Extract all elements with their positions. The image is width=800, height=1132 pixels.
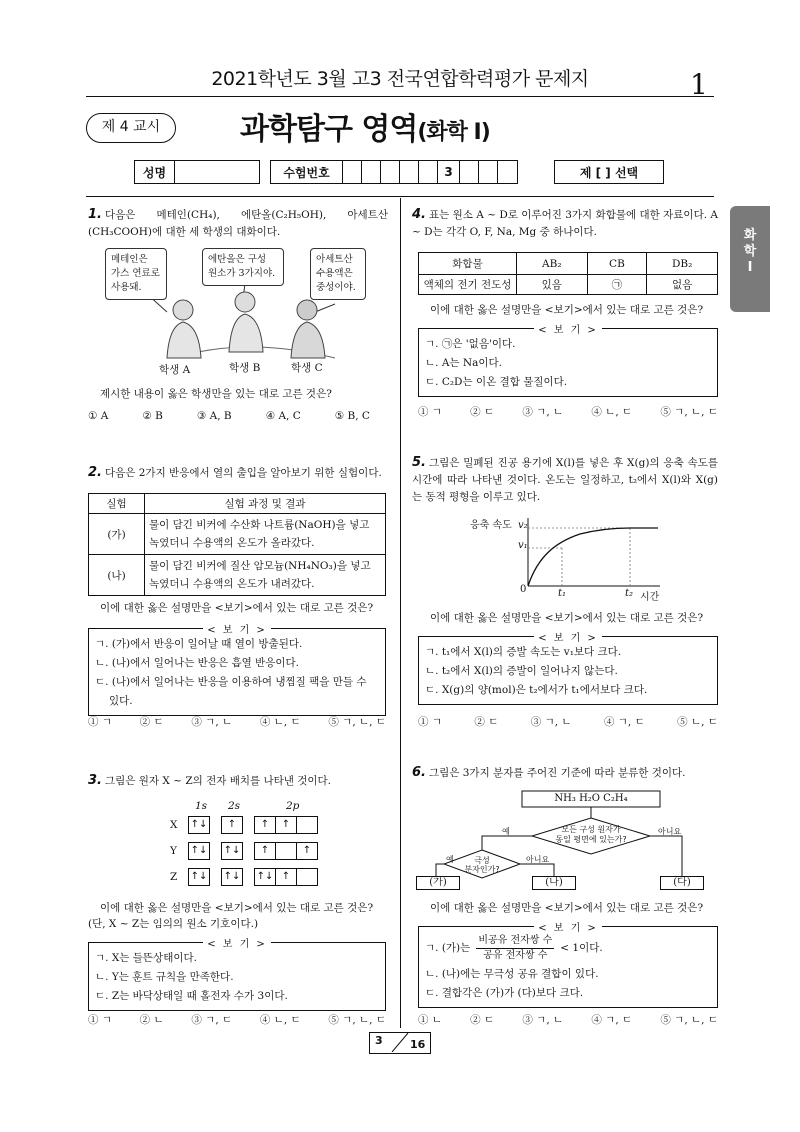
student-c-label: 학생 C — [291, 362, 323, 374]
q2-row-label: (가) — [89, 514, 145, 555]
q5-question: 이에 대한 옳은 설명만을 <보기>에서 있는 대로 고른 것은? — [430, 612, 704, 624]
atom-name: Y — [170, 845, 177, 857]
yes-label: 예 — [502, 827, 510, 836]
q4-stem — [412, 206, 718, 241]
q3-text: 그림은 원자 X ~ Z의 전자 배치를 나타낸 것이다. — [104, 775, 332, 787]
choice-5[interactable]: ⑤ ㄱ, ㄴ, ㄷ — [328, 716, 386, 728]
side-tab-char: Ⅰ — [747, 260, 753, 275]
q4-value: 없음 — [647, 275, 718, 295]
result-box-da: (다) — [660, 876, 704, 890]
atom-name: X — [170, 819, 178, 831]
page-number: 1 — [690, 68, 708, 101]
bogi-item: 있다. — [109, 695, 133, 707]
decision-polar — [458, 856, 506, 874]
name-label: 성명 — [135, 161, 175, 183]
decision-planar — [540, 825, 642, 845]
orbital-box: ↑↓ — [221, 842, 243, 860]
bogi-title: < 보 기 > — [203, 939, 271, 950]
selection-label: 제 [ ] 선택 — [579, 165, 639, 180]
bogi-item: ㄷ. X(g)의 양(mol)은 t₂에서가 t₁에서보다 크다. — [425, 684, 648, 696]
choice-4[interactable]: ④ ㄱ, ㄷ — [591, 1014, 633, 1026]
page-counter — [369, 1032, 431, 1054]
bogi-item: ㄱ. X는 들뜬상태이다. — [95, 952, 197, 964]
q2-col-exp: 실험 — [89, 494, 145, 514]
bogi-item: ㄷ. C₂D는 이온 결합 물질이다. — [425, 376, 568, 388]
exam-title: 2021학년도 3월 고3 전국연합학력평가 문제지 — [211, 68, 589, 90]
q5-bogi — [418, 633, 718, 705]
bogi-item: ㄷ. Z는 바닥상태일 때 홀전자 수가 3이다. — [95, 990, 288, 1002]
x-tick-t1: t₁ — [558, 588, 567, 599]
choice-1[interactable]: ① ㄱ — [418, 716, 442, 728]
orbital-label: 2p — [286, 800, 300, 812]
q2-table — [88, 493, 386, 596]
bogi-item: ㄱ. ㉠은 '없음'이다. — [425, 338, 516, 350]
q2-row-proc — [145, 555, 386, 596]
q4-col-compound: 화합물 — [419, 253, 517, 275]
choice-2[interactable]: ② B — [142, 410, 163, 422]
orbital-box: ↑↓ — [254, 868, 276, 886]
choice-3[interactable]: ③ ㄱ, ㄴ — [522, 1014, 564, 1026]
q3-number: 3. — [88, 773, 102, 788]
name-field[interactable] — [175, 161, 259, 183]
subject-title — [240, 104, 490, 148]
q5-chart — [470, 512, 680, 604]
q4-value: 있음 — [517, 275, 588, 295]
orbital-box: ↑ — [254, 816, 276, 834]
q2-stem — [88, 464, 388, 482]
molecule-list: NH₃ H₂O C₂H₄ — [554, 793, 628, 804]
atom-row-z — [170, 868, 317, 886]
orbital-box: ↑↓ — [188, 816, 210, 834]
q4-row-label: 액체의 전기 전도성 — [419, 275, 517, 295]
q5-number: 5. — [412, 455, 426, 470]
total-pages: 16 — [410, 1038, 426, 1051]
bogi-item: ㄴ. A는 Na이다. — [425, 357, 502, 369]
y-tick-v2: v₂ — [518, 520, 528, 531]
y-tick-v1: v₁ — [518, 540, 528, 551]
orbital-box: ↑↓ — [188, 842, 210, 860]
exam-number-box — [270, 160, 518, 184]
bogi-item: ㄴ. (나)에는 무극성 공유 결합이 있다. — [425, 968, 599, 980]
orbital-box: ↑ — [275, 868, 297, 886]
choice-1[interactable]: ① ㄴ — [418, 1014, 442, 1026]
orbital-box — [296, 868, 318, 886]
result-box-ga: (가) — [416, 876, 460, 890]
q1-number: 1. — [88, 207, 102, 222]
choice-2[interactable]: ② ㄷ — [474, 716, 499, 728]
q2-text: 다음은 2가지 반응에서 열의 출입을 알아보기 위한 실험이다. — [104, 467, 382, 479]
choice-2[interactable]: ② ㄷ — [470, 406, 495, 418]
fraction-denominator: 공유 전자쌍 수 — [483, 949, 548, 961]
q1-question: 제시한 내용이 옳은 학생만을 있는 대로 고른 것은? — [100, 388, 332, 400]
header-rule — [86, 96, 714, 97]
q2-row-label: (나) — [89, 555, 145, 596]
orbital-box — [296, 816, 318, 834]
choice-4[interactable]: ④ A, C — [265, 410, 301, 422]
choice-2[interactable]: ② ㄴ — [139, 1014, 164, 1026]
student-a-label: 학생 A — [159, 364, 191, 376]
atom-row-y — [170, 842, 317, 860]
name-box — [134, 160, 260, 184]
bogi-item: ㄴ. (나)에서 일어나는 반응은 흡열 반응이다. — [95, 657, 299, 669]
choice-3[interactable]: ③ A, B — [196, 410, 232, 422]
decision-line: 극성 — [474, 856, 490, 865]
q4-text: 표는 원소 A ~ D로 이루어진 3가지 화합물에 대한 자료이다. A ~ D는 각각 O, F, Na, Mg 중 하나이다. — [412, 209, 718, 238]
rate-curve — [528, 528, 658, 586]
q5-stem — [412, 454, 718, 506]
q1-text: 다음은 메테인(CH₄), 에탄올(C₂H₅OH), 아세트산(CH₃COOH)에 대한 세 학생의 대화이다. — [88, 209, 388, 238]
q5-text: 그림은 밀폐된 진공 용기에 X(l)를 넣은 후 X(g)의 응축 속도를 시간에 따라 나타낸 것이다. 온도는 일정하고, t₂에서 X(l)와 X(g)는 동적 평형을 이루고 있다. — [412, 457, 718, 503]
q6-flowchart — [429, 790, 714, 892]
choice-3[interactable]: ③ ㄱ, ㄴ — [191, 716, 233, 728]
q3-question: 이에 대한 옳은 설명만을 <보기>에서 있는 대로 고른 것은? — [100, 902, 374, 914]
column-divider — [400, 198, 401, 1028]
atom-row-x — [170, 816, 317, 834]
q3-choices — [88, 1012, 386, 1027]
bogi-title: < 보 기 > — [203, 625, 271, 636]
choice-3[interactable]: ③ ㄱ, ㄴ — [522, 406, 564, 418]
bogi-text: ㄱ. (가)는 — [425, 941, 471, 954]
q1-choices — [88, 410, 370, 422]
q6-question: 이에 대한 옳은 설명만을 <보기>에서 있는 대로 고른 것은? — [430, 902, 704, 914]
exam-number-digit[interactable] — [419, 161, 438, 183]
bubble-line: 수용액은 — [316, 268, 353, 279]
bogi-item: ㄴ. t₂에서 X(l)의 증발이 일어나지 않는다. — [425, 665, 618, 677]
q5-choices — [418, 714, 718, 729]
q6-bogi — [418, 923, 718, 1008]
q3-stem — [88, 772, 388, 790]
exam-number-fixed: 3 — [438, 161, 460, 183]
bubble-student-a — [105, 248, 167, 300]
choice-1[interactable]: ① ㄱ — [88, 716, 112, 728]
q6-text: 그림은 3가지 분자를 주어진 기준에 따라 분류한 것이다. — [428, 767, 686, 779]
orbital-box: ↑↓ — [221, 868, 243, 886]
bubble-line: 중성이야. — [316, 282, 356, 293]
bubble-line: 아세트산 — [316, 254, 353, 265]
bogi-title: < 보 기 > — [534, 325, 602, 336]
exam-number-digit[interactable] — [343, 161, 362, 183]
orbital-label: 2s — [228, 800, 241, 812]
x-tick-t2: t₂ — [625, 588, 634, 599]
decision-line: 분자인가? — [464, 865, 500, 874]
choice-5[interactable]: ⑤ ㄱ, ㄴ, ㄷ — [328, 1014, 386, 1026]
decision-line: 동일 평면에 있는가? — [555, 835, 627, 844]
choice-4[interactable]: ④ ㄴ, ㄷ — [259, 1014, 301, 1026]
choice-4[interactable]: ④ ㄴ, ㄷ — [259, 716, 301, 728]
q4-compound: AB₂ — [517, 253, 588, 275]
bubble-student-c — [310, 248, 366, 300]
choice-3[interactable]: ③ ㄱ, ㄴ — [530, 716, 572, 728]
q3-bogi — [88, 939, 386, 1011]
exam-number-digit[interactable] — [381, 161, 400, 183]
q4-table — [418, 252, 718, 295]
q2-row-line: 녹였더니 수용액의 온도가 내려갔다. — [149, 578, 315, 590]
exam-number-label: 수험번호 — [271, 161, 343, 183]
x-axis-label: 시간 — [640, 592, 660, 603]
q2-col-proc: 실험 과정 및 결과 — [145, 494, 386, 514]
choice-1[interactable]: ① A — [88, 410, 109, 422]
q2-row-line: 녹였더니 수용액의 온도가 올라갔다. — [149, 537, 315, 549]
bubble-line: 사용돼. — [111, 282, 142, 293]
subject-main: 과학탐구 영역 — [240, 112, 418, 147]
current-page: 3 — [375, 1034, 383, 1047]
q4-compound: CB — [587, 253, 647, 275]
choice-5[interactable]: ⑤ ㄴ, ㄷ — [677, 716, 718, 728]
atom-name: Z — [170, 871, 178, 883]
orbital-box: ↑ — [254, 842, 276, 860]
q6-stem — [412, 764, 718, 782]
subject-sub: (화학 Ⅰ) — [417, 120, 490, 145]
q6-number: 6. — [412, 765, 426, 780]
choice-4[interactable]: ④ ㄴ, ㄷ — [591, 406, 633, 418]
choice-2[interactable]: ② ㄷ — [139, 716, 164, 728]
q4-value: ㉠ — [587, 275, 647, 295]
choice-5[interactable]: ⑤ ㄱ, ㄴ, ㄷ — [660, 406, 718, 418]
exam-number-digit[interactable] — [498, 161, 517, 183]
q2-row-line: 물이 담긴 비커에 질산 암모늄(NH₄NO₃)을 넣고 — [149, 560, 371, 572]
y-axis-label: 응축 속도 — [470, 520, 512, 531]
bogi-title: < 보 기 > — [534, 923, 602, 934]
decision-line: 모든 구성 원자가 — [561, 825, 621, 834]
origin-label: 0 — [520, 584, 527, 595]
exam-number-digit[interactable] — [400, 161, 419, 183]
orbital-box: ↑↓ — [188, 868, 210, 886]
orbital-box: ↑ — [296, 842, 318, 860]
period-badge: 제 4 교시 — [86, 113, 176, 143]
orbital-label: 1s — [195, 800, 208, 812]
choice-5[interactable]: ⑤ ㄱ, ㄴ, ㄷ — [660, 1014, 718, 1026]
q2-bogi — [88, 625, 386, 716]
no-label: 아니요 — [658, 827, 682, 836]
q3-note: (단, X ~ Z는 임의의 원소 기호이다.) — [88, 918, 259, 930]
q4-bogi — [418, 325, 718, 397]
bubble-line: 원소가 3가지야. — [208, 268, 276, 279]
bubble-student-b — [202, 248, 284, 286]
q4-number: 4. — [412, 207, 426, 222]
header-bottom-rule — [86, 196, 714, 197]
student-b-label: 학생 B — [229, 362, 261, 374]
bogi-item: ㄱ. (가)에서 반응이 일어날 때 열이 방출된다. — [95, 638, 303, 650]
q1-figure — [105, 248, 383, 378]
orbital-box: ↑ — [275, 816, 297, 834]
bogi-item: ㄱ. t₁에서 X(l)의 증발 속도는 v₁보다 크다. — [425, 646, 622, 658]
side-tab-char: 화 — [743, 228, 757, 243]
exam-number-digit[interactable] — [460, 161, 479, 183]
bogi-text: < 1이다. — [560, 941, 603, 954]
bubble-line: 메테인은 — [111, 254, 148, 265]
q6-choices — [418, 1012, 718, 1027]
side-tab-char: 학 — [743, 244, 757, 259]
q2-choices — [88, 714, 386, 729]
bogi-item: ㄷ. 결합각은 (가)가 (다)보다 크다. — [425, 987, 584, 999]
orbital-box: ↑ — [221, 816, 243, 834]
choice-5[interactable]: ⑤ B, C — [334, 410, 370, 422]
q2-row-line: 물이 담긴 비커에 수산화 나트륨(NaOH)을 넣고 — [149, 519, 370, 531]
q2-question: 이에 대한 옳은 설명만을 <보기>에서 있는 대로 고른 것은? — [100, 602, 374, 614]
q3-orbital-diagram — [170, 800, 370, 890]
choice-1[interactable]: ① ㄱ — [418, 406, 442, 418]
bubble-line: 에탄올은 구성 — [208, 254, 267, 265]
selection-box — [554, 160, 664, 184]
subject-side-tab — [730, 206, 770, 312]
bogi-item: ㄴ. Y는 훈트 규칙을 만족한다. — [95, 971, 234, 983]
result-box-na: (나) — [532, 876, 576, 890]
orbital-box — [275, 842, 297, 860]
choice-1[interactable]: ① ㄱ — [88, 1014, 112, 1026]
exam-number-digit[interactable] — [479, 161, 498, 183]
q2-row-proc — [145, 514, 386, 555]
fraction-numerator: 비공유 전자쌍 수 — [476, 934, 554, 949]
q2-number: 2. — [88, 465, 102, 480]
q4-compound: DB₂ — [647, 253, 718, 275]
bogi-title: < 보 기 > — [534, 633, 602, 644]
q1-stem — [88, 206, 388, 241]
choice-2[interactable]: ② ㄷ — [470, 1014, 495, 1026]
yes-label: 예 — [446, 855, 454, 864]
no-label: 아니요 — [526, 855, 550, 864]
bogi-item: ㄷ. (나)에서 일어나는 반응을 이용하여 냉찜질 팩을 만들 수 — [95, 676, 367, 688]
choice-4[interactable]: ④ ㄱ, ㄷ — [603, 716, 645, 728]
q4-question: 이에 대한 옳은 설명만을 <보기>에서 있는 대로 고른 것은? — [430, 304, 704, 316]
bubble-line: 가스 연료로 — [111, 268, 160, 279]
choice-3[interactable]: ③ ㄱ, ㄷ — [191, 1014, 233, 1026]
exam-number-digit[interactable] — [362, 161, 381, 183]
q4-choices — [418, 404, 718, 419]
